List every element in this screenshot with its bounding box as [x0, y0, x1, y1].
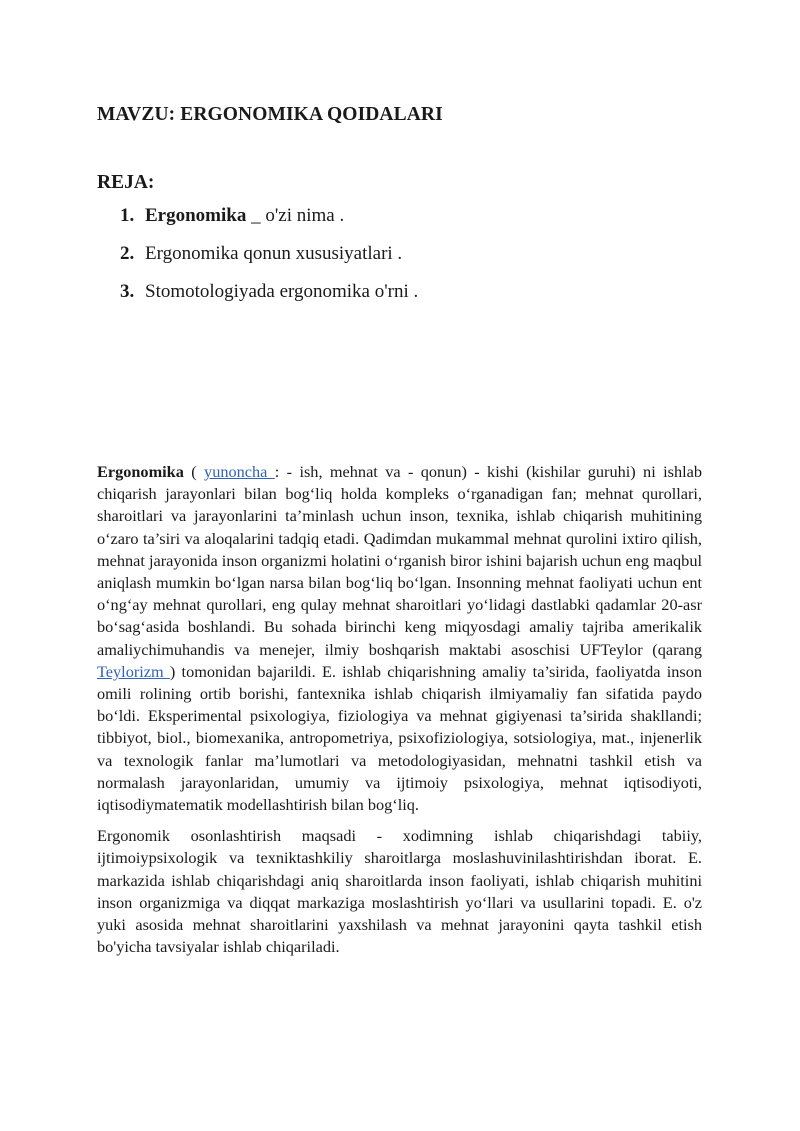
page-title: MAVZU: ERGONOMIKA QOIDALARI: [97, 104, 443, 125]
paragraph-text: ) tomonidan bajarildi. E. ishlab chiqarishning amaliy ta’sirida, faoliyatda inson omili rolining ortib borishi, fantexnika ishlab chiqarish ilmiyamaliy fan sifatida paydo bo‘ldi. Eksperimental psixologiya, fiziologiya va mehnat gigiyenasi ta’sirida shakllandi; tibbiyot, biol., biomexanika, antropometriya, psixofiziologiya, sotsiologiya, mat., injenerlik va texnologik fanlar ma’lumotlari va metodologiyasidan, mehnatni tashkil etish va normalash jarayonlaridan, umumiy va ijtimoiy psixologiya, mehnat iqtisodiyoti, iqtisodiymatematik modellashtirish bilan bog‘liq.: [97, 661, 702, 815]
paragraph-goal: Ergonomik osonlashtirish maqsadi - xodimning ishlab chiqarishdagi tabiiy, ijtimoiypsixologik va texniktashkiliy sharoitlarga moslashuvinilashtirishdan iborat. E. markazida ishlab chiqarishdagi aniq sharoitlarda inson faoliyati, ishlab chiqarish muhitini inson organizmiga va diqqat markaziga moslashtirish yo‘llari va usullarini topadi. E. o'z yuki asosida mehnat sharoitlarini yaxshilash va mehnat jarayonini qayta tashkil etish bo'yicha tavsiyalar ishlab chiqariladi.: [97, 826, 702, 957]
paragraph-definition: [97, 461, 702, 816]
link-yunoncha[interactable]: yunoncha: [204, 462, 275, 481]
plan-heading: REJA:: [97, 172, 155, 193]
plan-item-1: [120, 204, 418, 242]
plan-item-3: [120, 280, 418, 318]
plan-item-number: 2.: [120, 243, 135, 264]
plan-list: [120, 204, 418, 318]
plan-item-keyword: Ergonomika: [145, 205, 247, 226]
paragraph-text: : - ish, mehnat va - qonun) - kishi (kishilar guruhi) ni ishlab chiqarish jarayonlari bilan bog‘liq holda kompleks o‘rganadigan fan; mehnat qurollari, sharoitlari va jarayonlarini ta’minlash uchun inson, texnika, ishlab chiqarish muhitining o‘zaro ta’siri va aloqalarini tadqiq etadi. Qadimdan mukammal mehnat qurolini ixtiro qilish, mehnat jarayonida inson organizmi holatini o‘rganish biror ishini bajarish uchun eng maqbul aniqlash mumkin bo‘lgan narsa bilan bog‘liq bo‘lgan. Insonning mehnat faoliyati uchun ent o‘ng‘ay mehnat qurollari, eng qulay mehnat sharoitlari yo‘lidagi dastlabki qadamlar 20-asr bo‘sag‘asida boshlandi. Bu sohada birinchi keng miqyosdagi amaliy tajriba amerikalik amaliychimuhandis va menejer, ilmiy boshqarish maktabi asoschisi UFTeylor (qarang: [97, 462, 702, 659]
link-teylorizm[interactable]: Teylorizm: [97, 661, 170, 681]
term-ergonomika: Ergonomika: [97, 462, 184, 481]
plan-item-text: Stomotologiyada ergonomika o'rni .: [145, 281, 419, 302]
plan-item-text: Ergonomika qonun xususiyatlari .: [145, 243, 403, 264]
plan-item-2: [120, 242, 418, 280]
plan-item-number: 3.: [120, 281, 135, 302]
plan-item-number: 1.: [120, 205, 135, 226]
paragraph-text: (: [183, 462, 205, 481]
body-text: [97, 461, 702, 958]
plan-item-text: _ o'zi nima .: [246, 205, 345, 226]
